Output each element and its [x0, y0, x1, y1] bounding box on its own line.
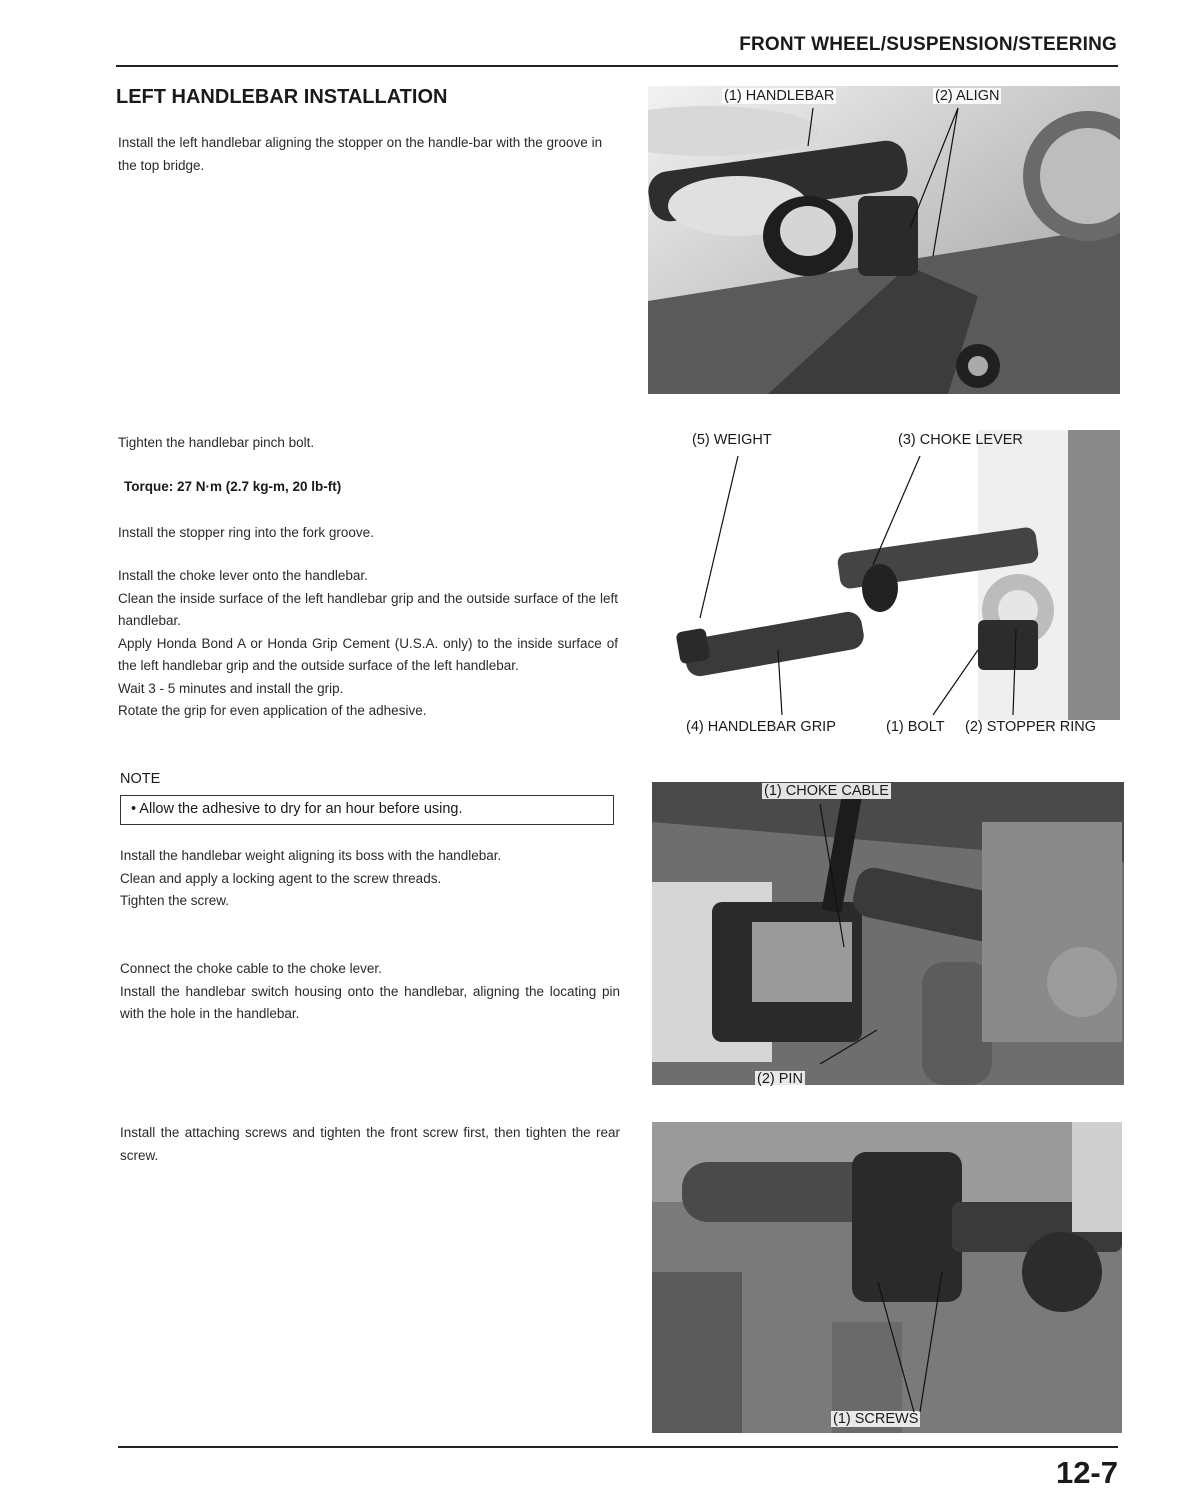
page-number: 12-7: [1055, 1455, 1118, 1490]
section-title: LEFT HANDLEBAR INSTALLATION: [116, 86, 448, 108]
paragraph-handlebar-weight: [120, 845, 618, 913]
callout-handlebar: (1) HANDLEBAR: [724, 88, 835, 104]
instruction-line: Install the handlebar weight aligning its boss with the handlebar.: [120, 848, 502, 863]
callout-pin: (2) PIN: [757, 1071, 803, 1087]
paragraph-switch-housing: [120, 958, 620, 1026]
paragraph-grip-install: [118, 565, 618, 723]
paragraph-attaching-screws: Install the attaching screws and tighten the front screw first, then tighten the rear screw.: [120, 1125, 620, 1163]
note-box: • Allow the adhesive to dry for an hour before using.: [120, 795, 614, 825]
instruction-line: Install the choke lever onto the handlebar.: [118, 568, 368, 583]
paragraph-pinch-bolt: Tighten the handlebar pinch bolt.: [118, 435, 315, 450]
leader-lines-fig3: [652, 782, 1124, 1085]
instruction-line: Clean the inside surface of the left handlebar grip and the outside surface of the left handlebar.: [118, 590, 618, 628]
instruction-line: Wait 3 - 5 minutes and install the grip.: [118, 680, 344, 696]
torque-spec: Torque: 27 N·m (2.7 kg-m, 20 lb-ft): [124, 479, 342, 494]
leader-lines-fig1: [648, 86, 1120, 394]
callout-stopper-ring: (2) STOPPER RING: [965, 719, 1097, 735]
paragraph-stopper-ring: Install the stopper ring into the fork groove.: [118, 525, 374, 540]
callout-weight: (5) WEIGHT: [692, 432, 772, 448]
callout-choke-lever: (3) CHOKE LEVER: [898, 432, 1023, 448]
header-rule: [116, 65, 1118, 67]
leader-lines-fig4: [652, 1122, 1122, 1433]
leader-lines-fig2: [648, 430, 1120, 720]
note-label: NOTE: [120, 771, 161, 787]
instruction-line: Clean and apply a locking agent to the screw threads.: [120, 870, 442, 886]
instruction-line: Apply Honda Bond A or Honda Grip Cement (U.S.A. only) to the inside surface of the left handlebar grip and the outside surface of the left handlebar.: [118, 635, 618, 673]
callout-bolt: (1) BOLT: [886, 719, 945, 735]
instruction-line: Rotate the grip for even application of the adhesive.: [118, 703, 427, 718]
instruction-line: Connect the choke cable to the choke lever.: [120, 961, 382, 976]
paragraph-align-handlebar: Install the left handlebar aligning the stopper on the handle-bar with the groove in the top bridge.: [118, 135, 603, 173]
callout-screws: (1) SCREWS: [833, 1411, 919, 1427]
callout-align: (2) ALIGN: [935, 88, 1000, 104]
instruction-line: Install the handlebar switch housing onto the handlebar, aligning the locating pin with the hole in the handlebar.: [120, 983, 620, 1021]
instruction-line: Tighten the screw.: [120, 893, 230, 908]
footer-rule: [118, 1446, 1118, 1448]
chapter-title: FRONT WHEEL/SUSPENSION/STEERING: [739, 34, 1117, 55]
callout-choke-cable: (1) CHOKE CABLE: [764, 783, 889, 799]
callout-handlebar-grip: (4) HANDLEBAR GRIP: [686, 719, 836, 735]
